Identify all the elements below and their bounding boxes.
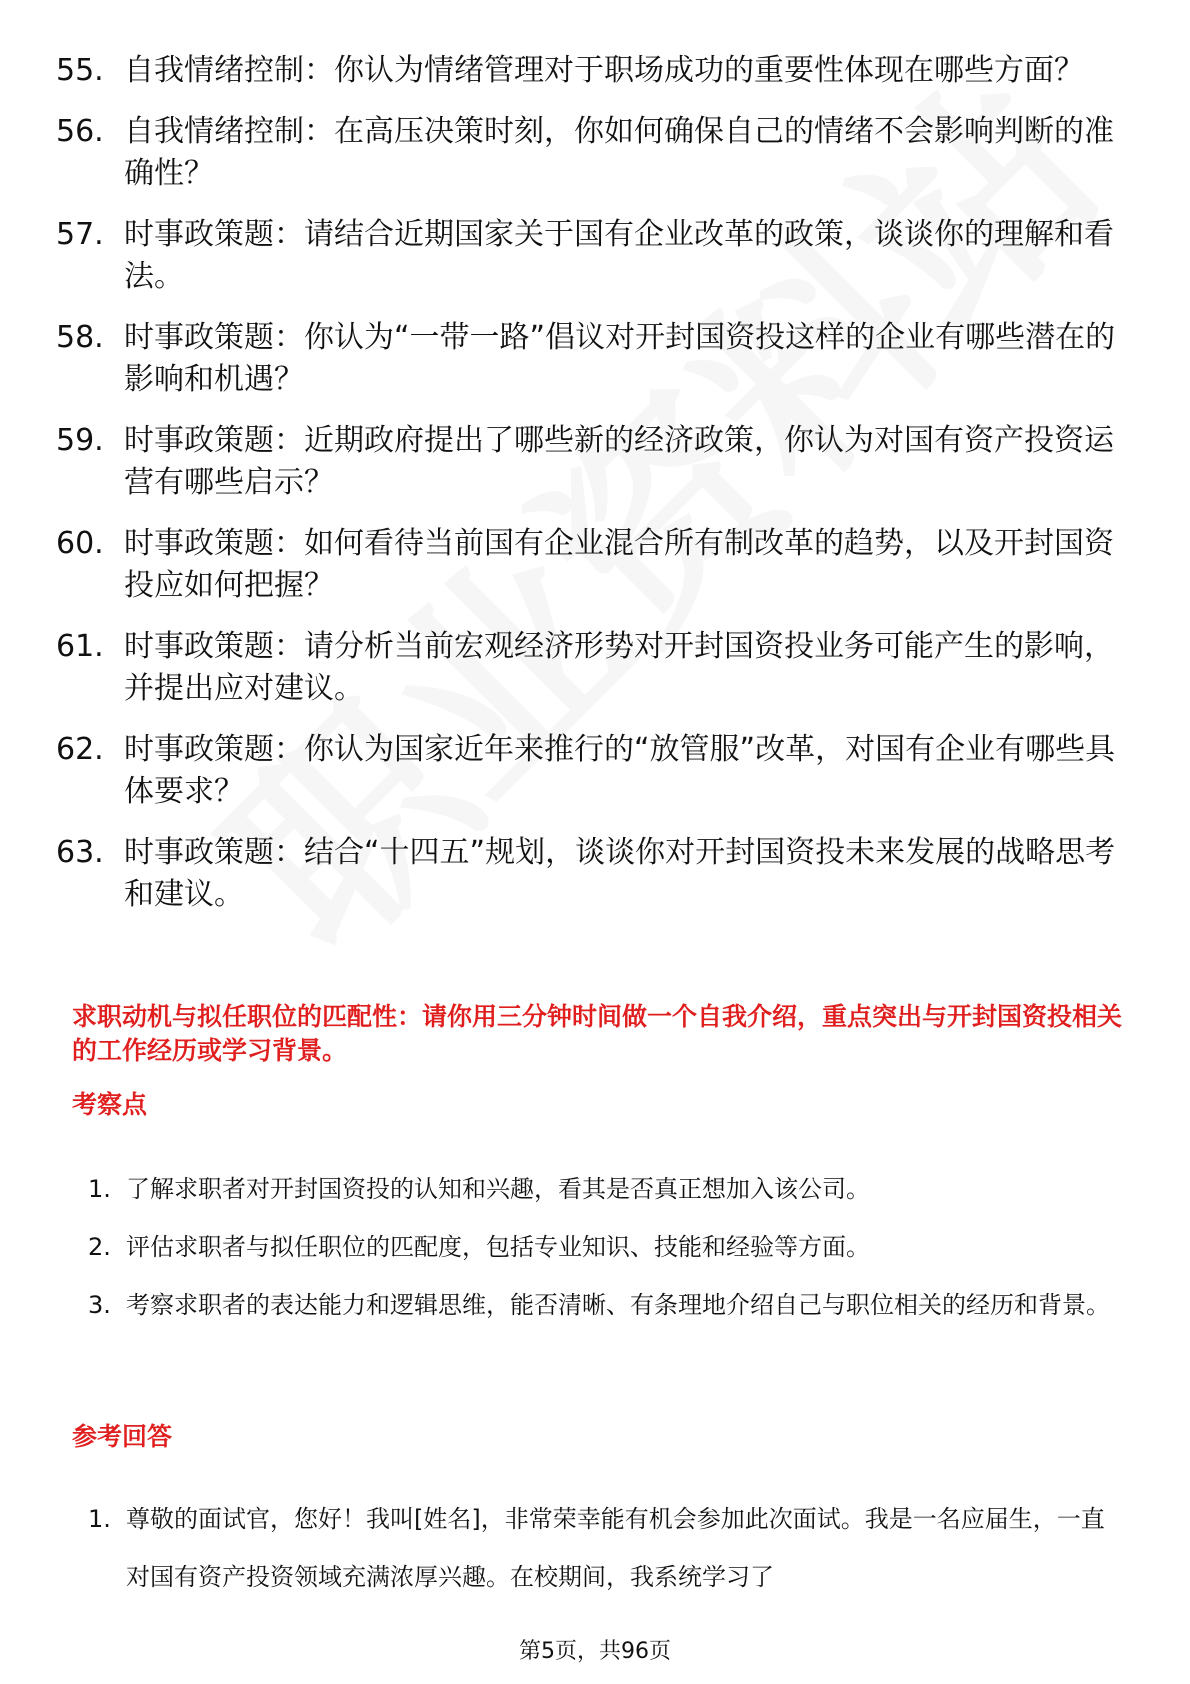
question-text: 时事政策题：请结合近期国家关于国有企业改革的政策，谈谈你的理解和看法。 xyxy=(124,217,1114,294)
question-number: 56. xyxy=(56,114,104,149)
question-text: 时事政策题：你认为国家近年来推行的“放管服”改革，对国有企业有哪些具体要求？ xyxy=(124,732,1116,809)
question-item xyxy=(56,626,1136,710)
question-text: 时事政策题：如何看待当前国有企业混合所有制改革的趋势，以及开封国资投应如何把握？ xyxy=(124,526,1114,603)
list-item-number: 1. xyxy=(88,1505,111,1533)
list-item-text: 尊敬的面试官，您好！我叫[姓名]，非常荣幸能有机会参加此次面试。我是一名应届生，一直对国有资产投资领域充满浓厚兴趣。在校期间，我系统学习了 xyxy=(126,1505,1105,1591)
question-number: 61. xyxy=(56,629,104,664)
question-item xyxy=(56,214,1136,298)
list-item-number: 1. xyxy=(88,1175,111,1203)
question-item xyxy=(56,111,1136,195)
question-item xyxy=(56,420,1136,504)
question-item xyxy=(56,317,1136,401)
question-text: 自我情绪控制：你认为情绪管理对于职场成功的重要性体现在哪些方面？ xyxy=(124,53,1084,88)
question-number: 57. xyxy=(56,217,104,252)
question-number: 58. xyxy=(56,320,104,355)
question-item xyxy=(56,523,1136,607)
question-item xyxy=(56,832,1136,916)
question-number: 55. xyxy=(56,53,104,88)
list-item xyxy=(88,1490,1128,1606)
question-text: 时事政策题：请分析当前宏观经济形势对开封国资投业务可能产生的影响，并提出应对建议。 xyxy=(124,629,1114,706)
page-footer: 第5页，共96页 xyxy=(519,1639,671,1664)
list-item-number: 3. xyxy=(88,1291,111,1319)
question-number: 60. xyxy=(56,526,104,561)
list-item-text: 了解求职者对开封国资投的认知和兴趣，看其是否真正想加入该公司。 xyxy=(126,1175,870,1203)
list-item-text: 评估求职者与拟任职位的匹配度，包括专业知识、技能和经验等方面。 xyxy=(126,1233,870,1261)
list-item-text: 考察求职者的表达能力和逻辑思维，能否清晰、有条理地介绍自己与职位相关的经历和背景。 xyxy=(126,1291,1110,1319)
question-text: 时事政策题：近期政府提出了哪些新的经济政策，你认为对国有资产投资运营有哪些启示？ xyxy=(124,423,1114,500)
list-item-number: 2. xyxy=(88,1233,111,1261)
focus-list xyxy=(88,1160,1128,1334)
question-number: 59. xyxy=(56,423,104,458)
focus-section-title: 考察点 xyxy=(72,1090,148,1119)
question-list xyxy=(56,50,1136,935)
list-item xyxy=(88,1276,1128,1334)
question-text: 自我情绪控制：在高压决策时刻，你如何确保自己的情绪不会影响判断的准确性？ xyxy=(124,114,1114,191)
question-item xyxy=(56,729,1136,813)
answer-section-title: 参考回答 xyxy=(72,1422,173,1451)
question-item xyxy=(56,50,1136,92)
question-number: 63. xyxy=(56,835,104,870)
list-item xyxy=(88,1160,1128,1218)
question-number: 62. xyxy=(56,732,104,767)
question-heading: 求职动机与拟任职位的匹配性：请你用三分钟时间做一个自我介绍，重点突出与开封国资投相关的工作经历或学习背景。 xyxy=(72,1002,1123,1065)
list-item xyxy=(88,1218,1128,1276)
question-text: 时事政策题：你认为“一带一路”倡议对开封国资投这样的企业有哪些潜在的影响和机遇？ xyxy=(124,320,1116,397)
question-text: 时事政策题：结合“十四五”规划，谈谈你对开封国资投未来发展的战略思考和建议。 xyxy=(124,835,1116,912)
answer-list xyxy=(88,1490,1128,1606)
